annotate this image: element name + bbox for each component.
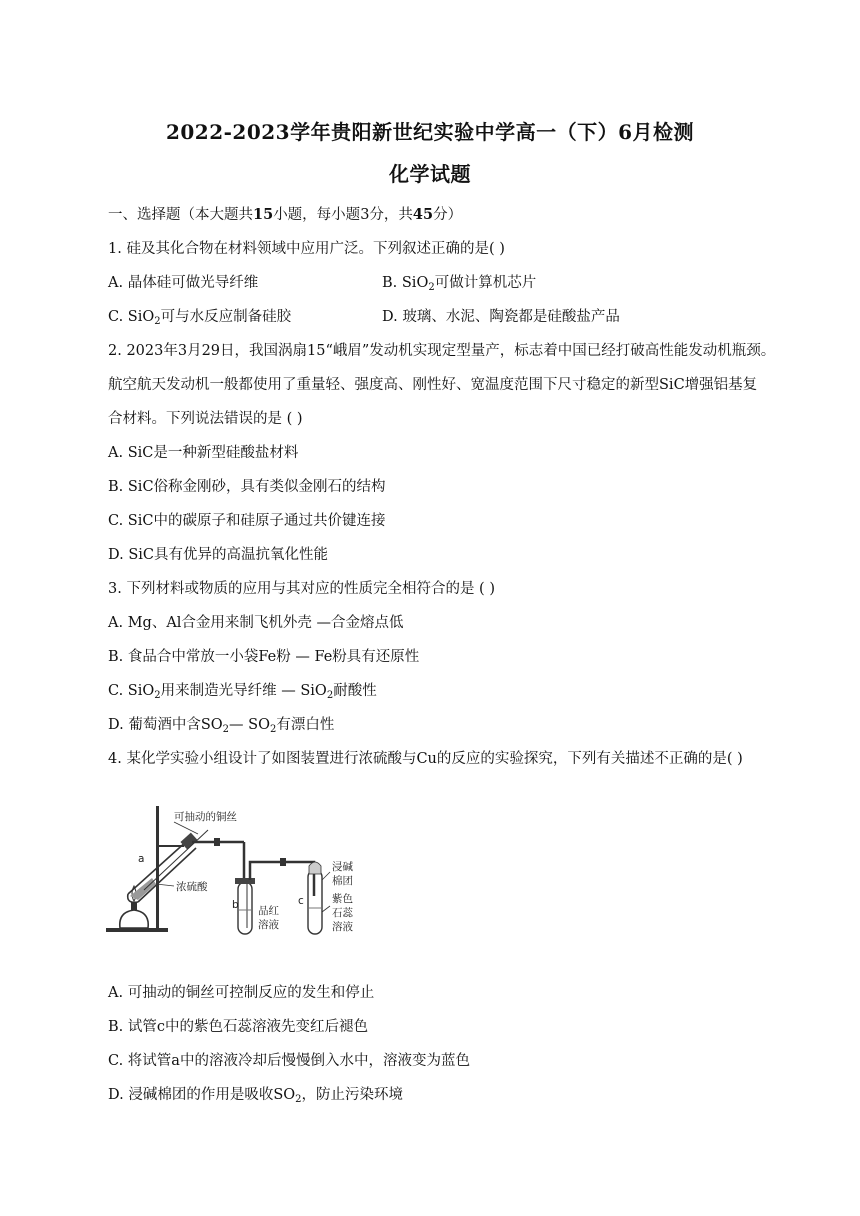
question-4-option-a: A. 可抽动的铜丝可控制反应的发生和停止 [108, 985, 375, 1001]
question-4-option-b: B. 试管c中的紫色石蕊溶液先变红后褪色 [108, 1019, 368, 1035]
label-tube-c: c [298, 895, 304, 907]
question-4-option-c: C. 将试管a中的溶液冷却后慢慢倒入水中，溶液变为蓝色 [108, 1053, 470, 1069]
delivery-tube-2 [250, 862, 314, 896]
label-pinhong-1: 品红 [258, 905, 279, 917]
question-3-stem: 3. 下列材料或物质的应用与其对应的性质完全相符合的是 ( ) [108, 581, 495, 597]
question-1-option-d: D. 玻璃、水泥、陶瓷都是硅酸盐产品 [382, 309, 620, 325]
alcohol-lamp [120, 910, 148, 928]
question-2-stem-line-2: 航空航天发动机一般都使用了重量轻、强度高、刚性好、宽温度范围下尺寸稳定的新型SiC增强铝基复 [108, 377, 758, 393]
tube-clip-1 [214, 838, 220, 846]
question-1-stem: 1. 硅及其化合物在材料领域中应用广泛。下列叙述正确的是( ) [108, 241, 505, 257]
question-3-option-c: C. SiO$_2$用来制造光导纤维 — SiO$_2$耐酸性 [108, 683, 377, 701]
question-3-option-a: A. Mg、Al合金用来制飞机外壳 —合金熔点低 [108, 615, 404, 631]
exam-subtitle: 化学试题 [389, 162, 471, 186]
label-cotton-2: 棉团 [332, 875, 353, 887]
question-1-option-b: B. SiO$_2$可做计算机芯片 [382, 275, 537, 293]
question-4-stem: 4. 某化学实验小组设计了如图装置进行浓硫酸与Cu的反应的实验探究，下列有关描述不正确的是( ) [108, 751, 743, 767]
label-tube-a: a [138, 853, 145, 865]
question-2-option-c: C. SiC中的碳原子和硅原子通过共价键连接 [108, 513, 386, 529]
question-2-option-a: A. SiC是一种新型硅酸盐材料 [108, 445, 299, 461]
question-2-stem-line-3: 合材料。下列说法错误的是 ( ) [108, 411, 303, 427]
apparatus-figure [104, 800, 364, 940]
tube-a-lower-wall [138, 848, 196, 902]
alkali-cotton [309, 862, 321, 874]
label-litmus-2: 石蕊 [332, 907, 353, 919]
label-tube-b: b [232, 899, 239, 911]
section-heading: 一、选择题（本大题共15小题，每小题3分，共45分） [108, 206, 463, 223]
label-conc-acid: 浓硫酸 [176, 881, 208, 893]
label-litmus-3: 溶液 [332, 921, 353, 933]
question-3-option-b: B. 食品合中常放一小袋Fe粉 — Fe粉具有还原性 [108, 649, 420, 665]
question-1-option-c: C. SiO$_2$可与水反应制备硅胶 [108, 309, 292, 327]
question-2-option-d: D. SiC具有优异的高温抗氧化性能 [108, 547, 328, 563]
question-2-stem-line-1: 2. 2023年3月29日，我国涡扇15“峨眉”发动机实现定型量产，标志着中国已经打破高性能发动机瓶颈。 [108, 343, 776, 359]
lamp-wick [131, 902, 137, 910]
leader-wire [174, 822, 198, 834]
question-3-option-d: D. 葡萄酒中含$SO_2—$ $SO_2$有漂白性 [108, 717, 335, 735]
label-cotton-1: 浸碱 [332, 861, 353, 873]
leader-cotton [322, 872, 330, 880]
label-litmus-1: 紫色 [332, 893, 353, 905]
label-pinhong-2: 溶液 [258, 919, 279, 931]
question-2-option-b: B. SiC俗称金刚砂，具有类似金刚石的结构 [108, 479, 386, 495]
exam-title: 2022-2023学年贵阳新世纪实验中学高一（下）6月检测 [165, 120, 695, 144]
question-1-option-a: A. 晶体硅可做光导纤维 [108, 275, 259, 291]
leader-litmus [322, 906, 330, 912]
question-4-option-d: D. 浸碱棉团的作用是吸收$SO_2$，防止污染环境 [108, 1087, 404, 1105]
test-tube-b [238, 882, 252, 934]
label-copper-wire: 可抽动的铜丝 [174, 811, 237, 823]
test-tube-b-stopper [235, 878, 255, 884]
tube-clip-2 [280, 858, 286, 866]
